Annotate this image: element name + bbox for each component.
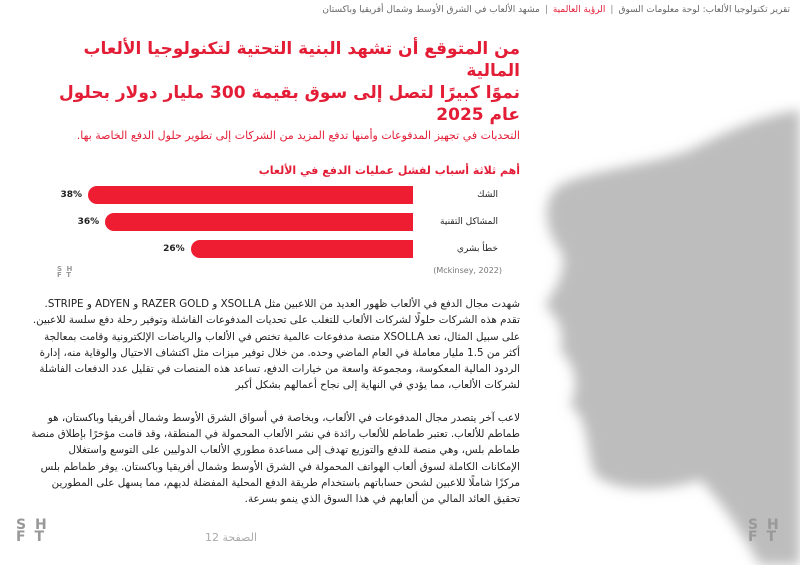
chart-category-label: الشك — [477, 190, 498, 200]
header-report: تقرير تكنولوجيا الألعاب: لوحة معلومات السوق — [618, 5, 790, 15]
chart-value-label: 26% — [163, 244, 185, 254]
headline-line-2: نموًا كبيرًا لتصل إلى سوق بقيمة 300 مليار دولار بحلول عام 2025 — [58, 83, 520, 125]
chart-row — [30, 186, 520, 206]
footer — [0, 515, 800, 565]
chart-row — [30, 213, 520, 233]
chart-bar — [191, 240, 413, 258]
bar-chart — [30, 186, 520, 278]
header-subsection: مشهد الألعاب في الشرق الأوسط وشمال أفريقيا وباكستان — [322, 5, 540, 15]
chart-category-label: خطأ بشري — [456, 244, 498, 254]
headline-line-1: من المتوقع أن تشهد البنية التحتية لتكنولوجيا الألعاب المالية — [83, 39, 520, 81]
chart-row — [30, 240, 520, 260]
chart-title: أهم ثلاثة أسباب لفشل عمليات الدفع في الألعاب — [258, 164, 520, 177]
chart-value-label: 38% — [60, 190, 82, 200]
chart-bar — [105, 213, 413, 231]
page-number: الصفحة 12 — [205, 531, 258, 544]
body-paragraph-1: شهدت مجال الدفع في الألعاب ظهور العديد من اللاعبين مثل XSOLLA و RAZER GOLD و ADYEN و STRIPE. تقدم هذه الشركات حلولًا لشركات الألعاب للتغلب على تحديات المدفوعات الفاشلة وتوفير رحلة دفع سلسة للاعبين. على سبيل المثال، تعد XSOLLA منصة مدفوعات عالمية تختص في الألعاب والرياضات الإلكترونية وقامت بمعالجة أكثر من 1.5 مليار معاملة في العام الماضي وحده. من خلال توفير ميزات مثل اكتشاف الاحتيال والوقاية منه، إدارة الردود المالية المعكوسة، ومجموعة واسعة من خيارات الدفع، تساعد هذه المنصات في تقليل عدد الدفعات الفاشلة لشركات الألعاب، مما يؤدي في النهاية إلى نجاح أعمالهم بشكل أكبر — [32, 298, 520, 392]
chart-bar — [88, 186, 413, 204]
chart-source: (Mckinsey, 2022) — [433, 266, 502, 275]
shft-mini-logo: S H F T — [57, 265, 74, 279]
subtitle: التحديات في تجهيز المدفوعات وأمنها تدفع المزيد من الشركات إلى تطوير حلول الدفع الخاصة بها. — [76, 129, 520, 142]
chart-value-label: 36% — [77, 217, 100, 227]
headline — [30, 38, 520, 126]
chart-category-label: المشاكل التقنية — [440, 217, 498, 227]
running-header: تقرير تكنولوجيا الألعاب: لوحة معلومات السوق|الرؤية العالمية|مشهد الألعاب في الشرق الأوسط وشمال أفريقيا وباكستان — [322, 5, 790, 15]
shft-logo-left: S H F T — [16, 517, 49, 545]
header-section: الرؤية العالمية — [552, 5, 606, 15]
body-paragraph-2: لاعب آخر يتصدر مجال المدفوعات في الألعاب، وبخاصة في أسواق الشرق الأوسط وشمال أفريقيا وباكستان، هو طماطم للألعاب. تعتبر طماطم للألعاب رائدة في نشر الألعاب المحمولة في المنطقة، وقد قامت مؤخرًا بإطلاق منصة طماطم بلس، وهي منصة للدفع والتوزيع تهدف إلى مساعدة مطوري الألعاب الدوليين على التوسع واستغلال الإمكانات الكاملة لسوق ألعاب الهواتف المحمولة في الشرق الأوسط وشمال أفريقيا وباكستان. يوفر طماطم بلس مركزًا شاملًا للاعبين لشحن حساباتهم باستخدام طريقة الدفع المحلية المفضلة لديهم، مما يسهل على المطورين تحقيق العائد المالي من ألعابهم في هذا السوق الذي ينمو بسرعة. — [31, 411, 520, 506]
shft-logo-right: S H F T — [748, 517, 781, 545]
